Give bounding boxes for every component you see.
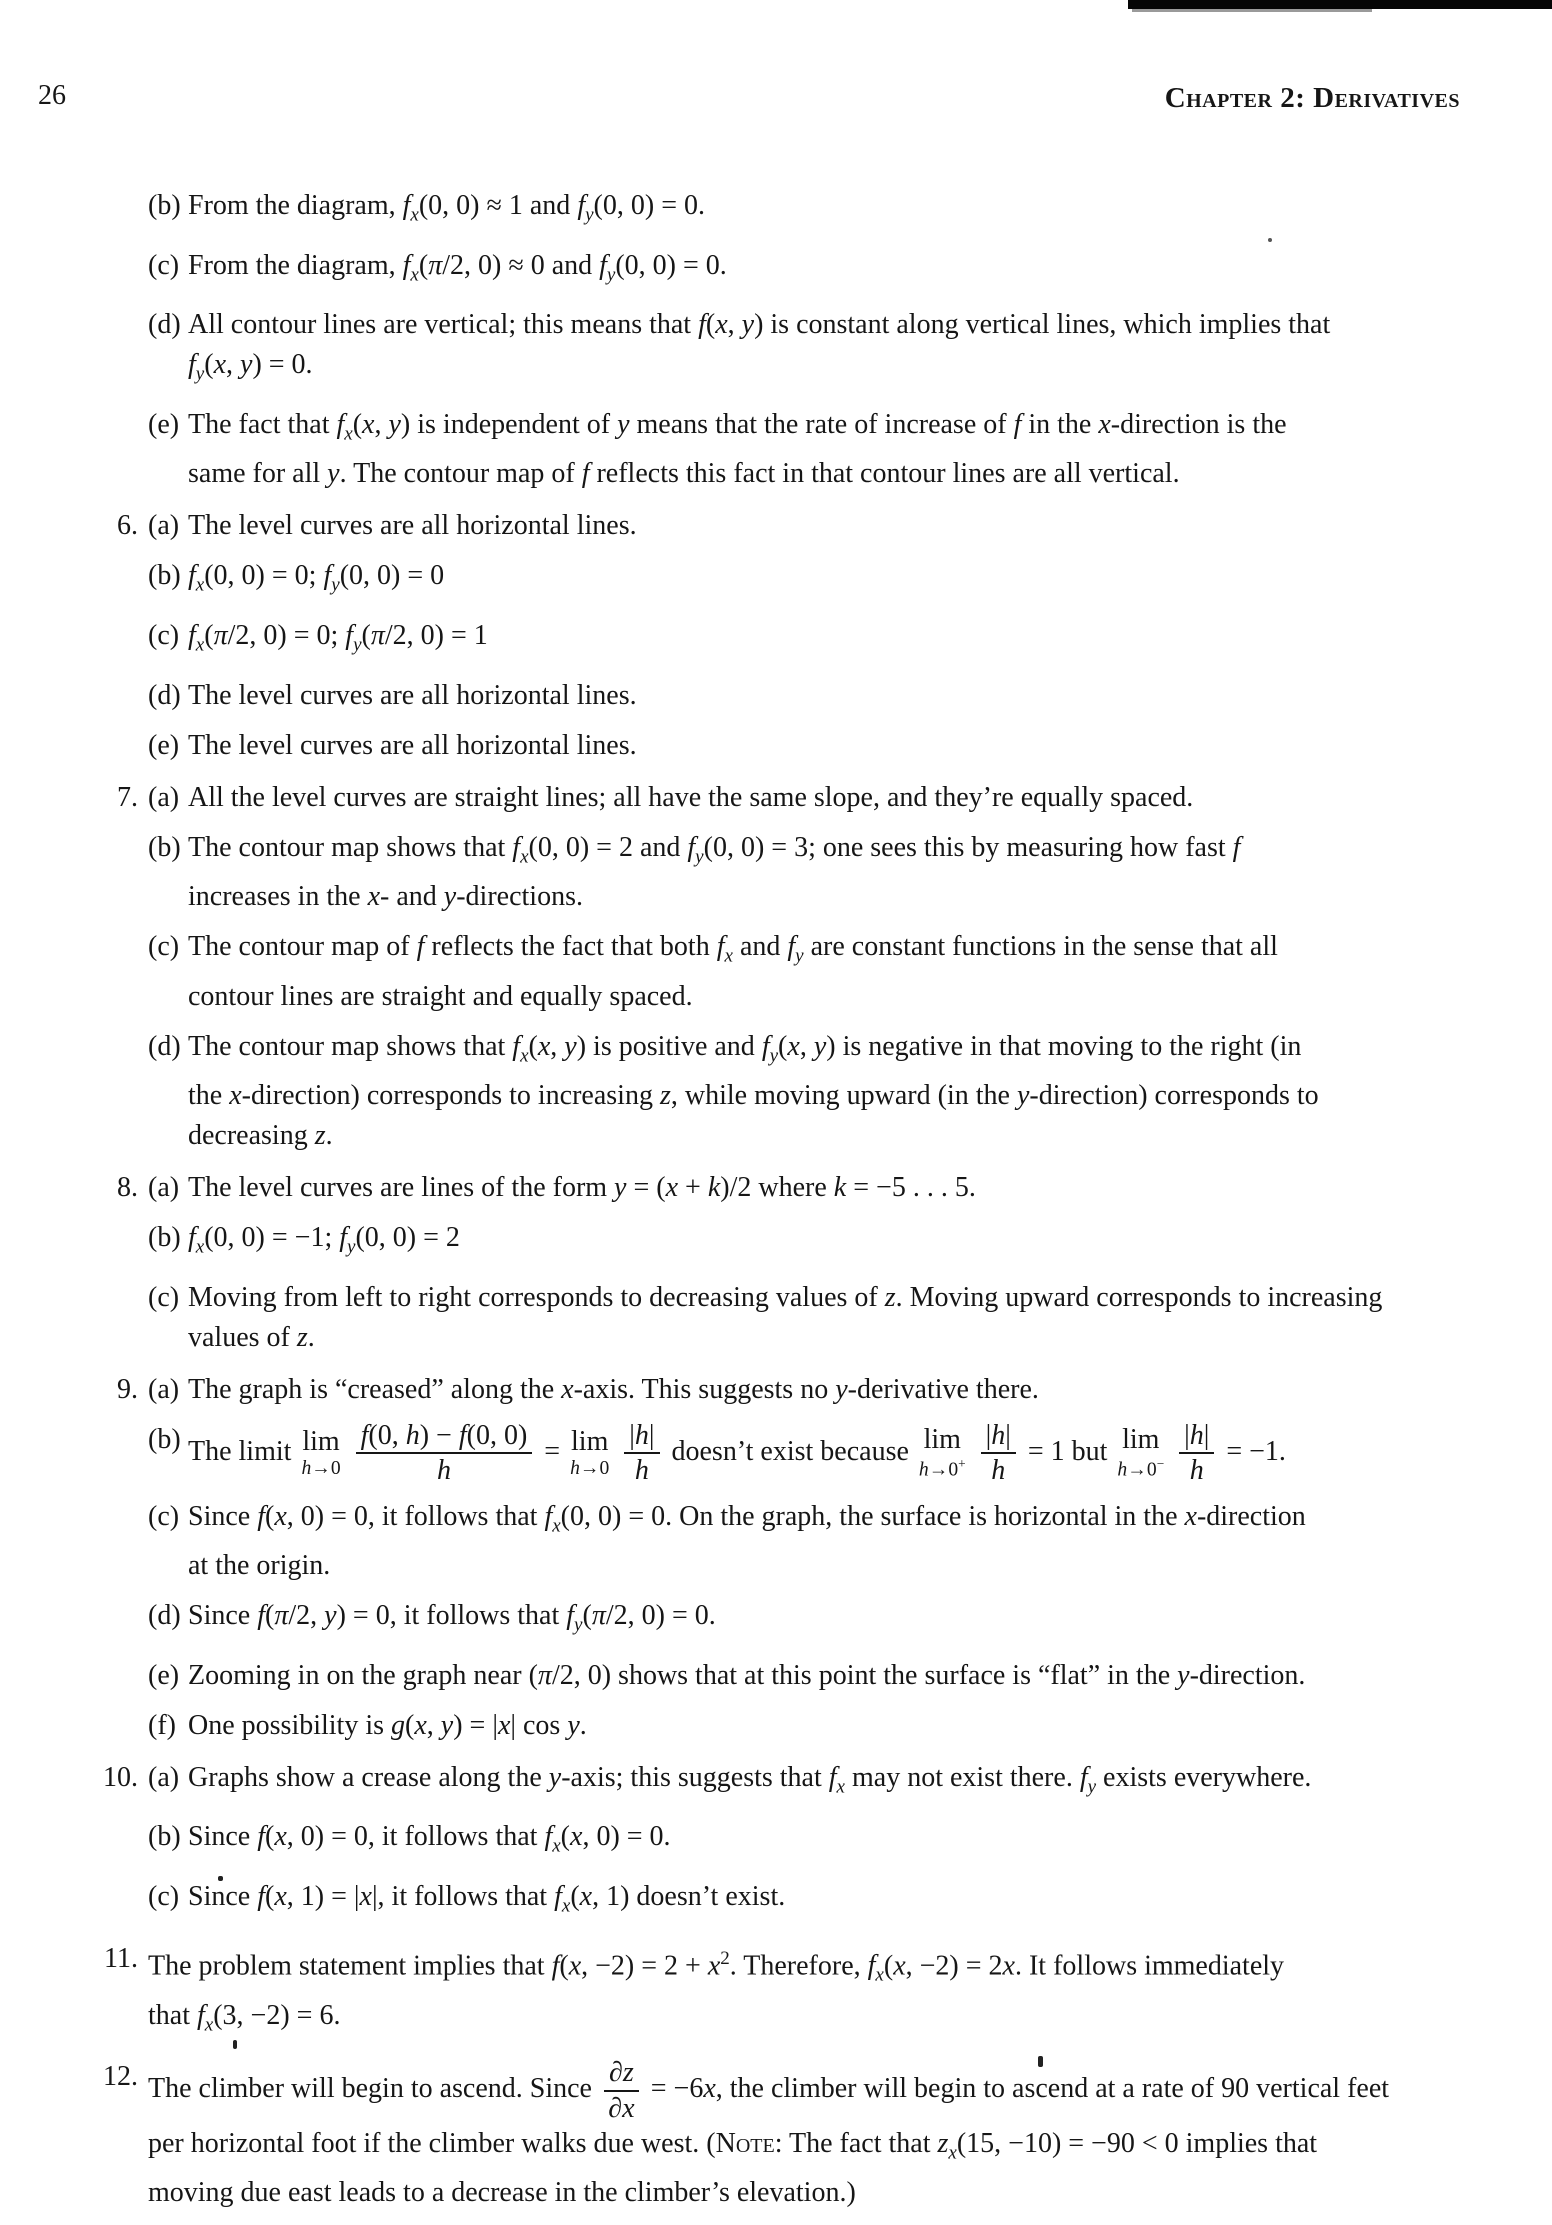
solution-part <box>148 1420 1530 1487</box>
part-text: The fact that $f_x(x$, y) is independent of y means that the rate of increase of f in the x-direction is the same for all y. The contour map of f reflects this fact in that contour lines are all vertical. <box>188 408 1287 490</box>
part-letter: (a) <box>148 1373 180 1405</box>
part-letter: (c) <box>148 619 180 651</box>
part-letter: (b) <box>148 1222 181 1254</box>
part-letter: (e) <box>148 729 180 761</box>
item-number: 9. <box>117 1373 138 1405</box>
chapter-header: Chapter 2: Derivatives <box>1164 82 1460 114</box>
page-number: 26 <box>38 80 66 111</box>
item-number <box>100 186 148 504</box>
part-text: $f_x(0$, 0) = −1; $f_y(0$, 0) = 2 <box>188 1222 460 1258</box>
solution-item <box>100 1168 1530 1368</box>
part-letter: (e) <box>148 1659 180 1691</box>
item-body <box>148 1168 1530 1368</box>
solution-part <box>148 1218 1530 1268</box>
part-letter: (b) <box>148 1423 181 1455</box>
part-text: From the diagram, $f_x(\pi/2$, 0) ≈ 0 and $f_y(0$, 0) = 0. <box>188 249 727 286</box>
solution-part <box>148 506 1530 546</box>
part-text: The problem statement implies that f(x, $-2) = 2 + x^2$. Therefore, $f_x(x$, −2) = 2x. It follows immediately that $f_x(3$, −2) = 6. <box>148 1947 1285 2036</box>
part-text: The limit lim h→0 $\frac{f(0, h) - f(0, 0)}{h}$ = lim h→0 $\frac{|h|}{h}$ doesn’t exist because lim h→0+ $\frac{|h|}{h}$ = 1 but lim h→0− $\frac{|h|}{h}$ = −1. <box>188 1419 1286 1487</box>
item-number: 10. <box>103 1761 138 1793</box>
part-text: The contour map shows that $f_x(0$, 0) = 2 and $f_y(0$, 0) = 3; one sees this by measuring how fast f increases in the x- and y-directions. <box>188 831 1241 913</box>
solution-item <box>100 506 1530 775</box>
part-letter: (a) <box>148 781 180 813</box>
part-text: The level curves are all horizontal lines. <box>188 729 637 761</box>
solution-part <box>148 405 1530 495</box>
part-letter: (d) <box>148 1600 181 1632</box>
item-body <box>148 2057 1530 2223</box>
part-letter: (c) <box>148 249 180 281</box>
solution-part <box>148 1168 1530 1208</box>
item-body <box>148 778 1530 1167</box>
item-body <box>148 506 1530 775</box>
part-letter: (c) <box>148 1281 180 1313</box>
part-text: Since f(x, 0) = 0, it follows that $f_x(x$, 0) = 0. <box>188 1821 671 1858</box>
solution-part <box>148 305 1530 395</box>
part-text: The level curves are all horizontal lines. <box>188 510 637 542</box>
item-number: 8. <box>117 1172 138 1204</box>
part-letter: (c) <box>148 1500 180 1532</box>
part-text: $f_x(\pi/2$, 0) = 0; $f_y(\pi/2$, 0) = 1 <box>188 619 488 656</box>
part-letter: (a) <box>148 510 180 542</box>
solution-part <box>148 927 1530 1017</box>
solution-part <box>148 828 1530 918</box>
part-letter: (d) <box>148 309 181 341</box>
solution-part <box>148 556 1530 606</box>
solution-part <box>148 1278 1530 1358</box>
solution-part <box>148 1656 1530 1696</box>
solution-part <box>148 1706 1530 1746</box>
solution-part <box>148 616 1530 666</box>
part-text: The climber will begin to ascend. Since $\frac{\partial z}{\partial x}$ = −6x, the climber will begin to ascend at a rate of 90 vertical feet per horizontal foot if the climber walks due west. (Note: The fact that $z_x(15$, −10) = −90 < 0 implies that moving due east leads to a decrease in the climber’s elevation.) <box>148 2057 1390 2209</box>
part-text: $f_x(0$, 0) = 0; $f_y(0$, 0) = 0 <box>188 560 445 596</box>
part-text: Moving from left to right corresponds to decreasing values of z. Moving upward corresponds to increasing values of z. <box>188 1281 1383 1353</box>
solutions-list <box>100 186 1530 2225</box>
solution-part <box>148 1027 1530 1157</box>
solution-part <box>148 1939 1530 2046</box>
item-number: 6. <box>117 510 138 542</box>
part-letter: (b) <box>148 560 181 592</box>
solution-part <box>148 676 1530 716</box>
solution-part <box>148 186 1530 236</box>
item-body <box>148 186 1530 504</box>
part-text: Since f(x, 1) = |x|, it follows that $f_x(x$, 1) doesn’t exist. <box>188 1881 786 1917</box>
solution-item <box>100 186 1530 504</box>
part-letter: (b) <box>148 1821 181 1853</box>
part-text: All the level curves are straight lines; all have the same slope, and they’re equally spaced. <box>188 781 1194 813</box>
part-text: Since f(x, 0) = 0, it follows that $f_x(0$, 0) = 0. On the graph, the surface is horizontal in the x-direction at the origin. <box>188 1500 1306 1582</box>
solution-item <box>100 1370 1530 1756</box>
part-letter: (a) <box>148 1172 180 1204</box>
solution-part <box>148 2057 1530 2213</box>
part-text: One possibility is g(x, y) = |x| cos y. <box>188 1709 587 1741</box>
part-text: The contour map shows that $f_x(x$, y) is positive and $f_y(x$, y) is negative in that moving to the right (in the x-direction) corresponds to increasing z, while moving upward (in the y-direction) corresponds to decreasing z. <box>188 1030 1319 1152</box>
item-body <box>148 1370 1530 1756</box>
scan-artifact-top-bar <box>1128 0 1552 9</box>
part-letter: (b) <box>148 831 181 863</box>
part-text: Graphs show a crease along the y-axis; this suggests that $f_x$ may not exist there. $f_y$ exists everywhere. <box>188 1761 1312 1798</box>
part-letter: (c) <box>148 931 180 963</box>
solution-part <box>148 1596 1530 1646</box>
part-letter: (d) <box>148 1030 181 1062</box>
part-letter: (d) <box>148 679 181 711</box>
scan-artifact-top-bar-shadow <box>1132 9 1372 12</box>
part-letter: (a) <box>148 1761 180 1793</box>
part-text: The level curves are all horizontal lines. <box>188 679 637 711</box>
part-letter: (c) <box>148 1881 180 1913</box>
part-letter: (f) <box>148 1709 176 1741</box>
solution-part <box>148 1877 1530 1927</box>
solution-part <box>148 1817 1530 1867</box>
part-text: The level curves are lines of the form y = (x + k)/2 where k = −5 . . . 5. <box>188 1172 976 1204</box>
item-body <box>148 1758 1530 1937</box>
part-text: Zooming in on the graph near (π/2, 0) shows that at this point the surface is “flat” in the y-direction. <box>188 1659 1306 1691</box>
solution-part <box>148 726 1530 766</box>
part-text: Since f(π/2, y) = 0, it follows that $f_y(\pi/2$, 0) = 0. <box>188 1600 716 1636</box>
solution-part <box>148 1758 1530 1808</box>
item-number: 11. <box>104 1942 138 1974</box>
part-letter: (b) <box>148 190 181 221</box>
solution-part <box>148 246 1530 296</box>
solution-item <box>100 1758 1530 1937</box>
item-body <box>148 1939 1530 2056</box>
item-number: 12. <box>103 2061 138 2093</box>
part-text: All contour lines are vertical; this means that f(x, y) is constant along vertical lines, which implies that $f_y(x$, y) = 0. <box>188 309 1331 385</box>
part-text: From the diagram, $f_x(0$, 0) ≈ 1 and $f_y(0$, 0) = 0. <box>188 190 705 226</box>
item-number: 7. <box>117 781 138 813</box>
part-letter: (e) <box>148 408 180 440</box>
solution-item <box>100 1939 1530 2056</box>
part-text: The contour map of f reflects the fact that both $f_x$ and $f_y$ are constant functions in the sense that all contour lines are straight and equally spaced. <box>188 931 1278 1012</box>
solution-item <box>100 2057 1530 2223</box>
part-text: The graph is “creased” along the x-axis. This suggests no y-derivative there. <box>188 1373 1039 1405</box>
solution-part <box>148 1497 1530 1587</box>
solution-part <box>148 778 1530 818</box>
solution-item <box>100 778 1530 1167</box>
solution-part <box>148 1370 1530 1410</box>
